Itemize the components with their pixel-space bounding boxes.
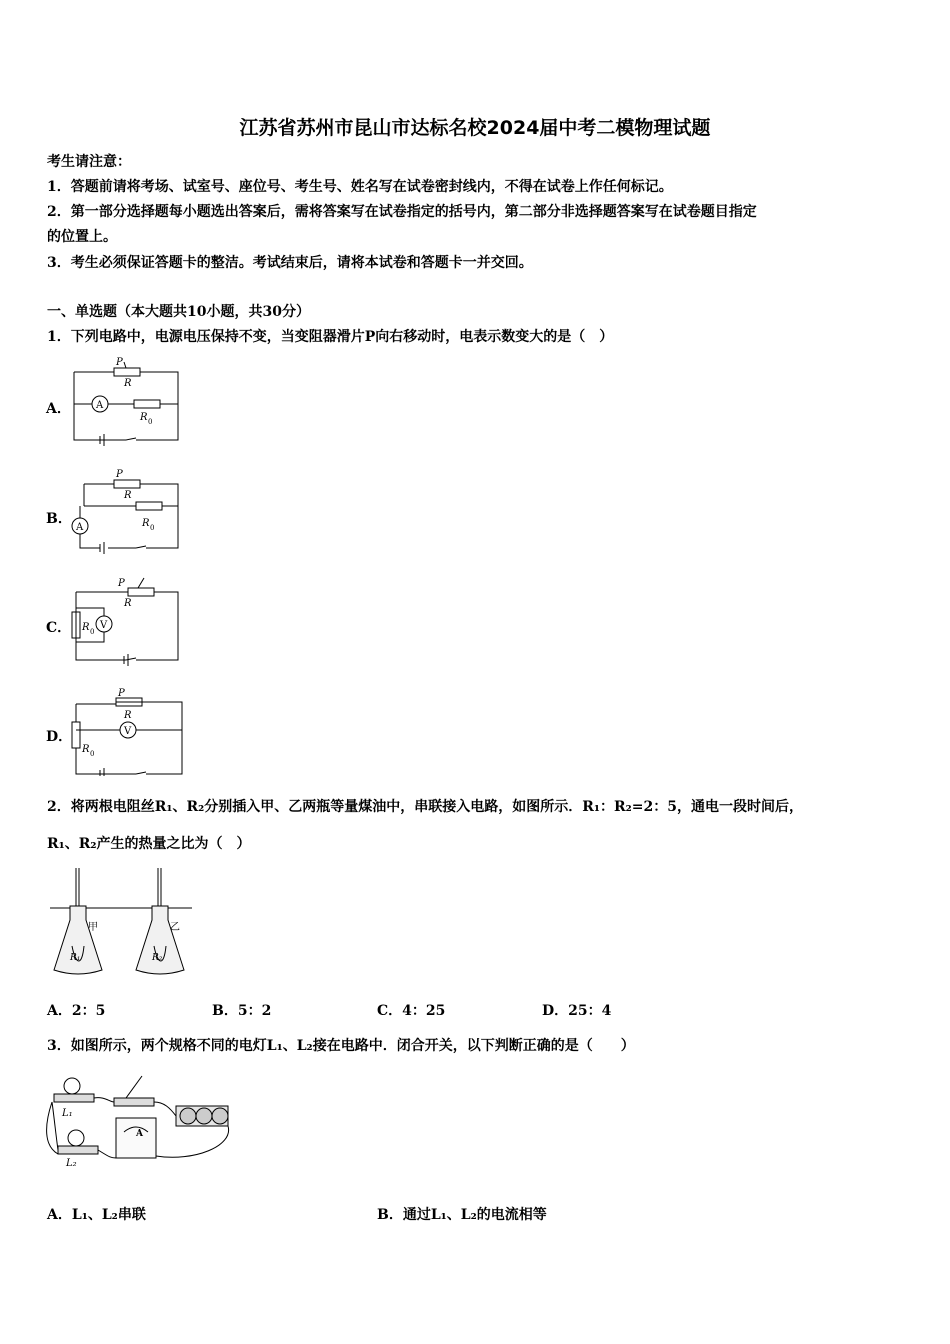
voltmeter-symbol: V: [124, 726, 132, 737]
resistor-r2-label: R₂: [152, 953, 163, 963]
label-p: P: [116, 357, 123, 368]
label-r: R: [124, 598, 132, 609]
label-r: R: [124, 490, 132, 501]
label-p: P: [118, 578, 125, 589]
label-p: P: [116, 469, 123, 480]
section-heading: 一、单选题（本大题共10小题，共30分）: [47, 304, 310, 320]
label-r0: R: [142, 518, 150, 529]
question-2-stem: 2．将两根电阻丝R₁、R₂分别插入甲、乙两瓶等量煤油中，串联接入电路，如图所示．R₁：R₂=2：5，通电一段时间后，: [47, 799, 804, 815]
option-c-label: C．: [46, 620, 72, 636]
resistor-r1-label: R₁: [70, 953, 81, 963]
label-r0: R: [140, 412, 148, 423]
label-r: R: [124, 378, 132, 389]
circuit-a-diagram: [66, 352, 190, 446]
label-r0-sub: 0: [148, 418, 153, 426]
question-3-stem: 3．如图所示，两个规格不同的电灯L₁、L₂接在电路中．闭合开关，以下判断正确的是（ ）: [47, 1038, 635, 1054]
ammeter-symbol: A: [76, 522, 84, 533]
circuit-c-diagram: [66, 572, 190, 666]
label-r0-sub: 0: [90, 628, 95, 636]
lamp-l2-label: L₂: [66, 1158, 77, 1169]
lamp-l1-label: L₁: [62, 1108, 73, 1119]
notice-item: 3．考生必须保证答题卡的整洁。考试结束后，请将本试卷和答题卡一并交回。: [47, 255, 533, 271]
label-r0-sub: 0: [150, 524, 155, 532]
q2-option-d: D．25：4: [542, 1003, 612, 1019]
question-2-stem-cont: R₁、R₂产生的热量之比为（ ）: [47, 836, 251, 852]
bottle-yi-label: 乙: [170, 922, 180, 933]
lamp-circuit-figure: [44, 1066, 244, 1174]
notice-item: 1．答题前请将考场、试室号、座位号、考生号、姓名写在试卷密封线内，不得在试卷上作任何标记。: [47, 179, 673, 195]
circuit-b-diagram: [66, 462, 190, 556]
label-r0-sub: 0: [90, 750, 95, 758]
label-r0: R: [82, 744, 90, 755]
label-r: R: [124, 710, 132, 721]
label-r0: R: [82, 622, 90, 633]
q2-option-a: A．2：5: [47, 1003, 106, 1019]
notice-heading: 考生请注意：: [47, 154, 131, 170]
bottle-jia-label: 甲: [88, 922, 98, 933]
q3-option-a: A．L₁、L₂串联: [47, 1207, 146, 1223]
circuit-d-diagram: [66, 682, 190, 776]
ammeter-symbol: A: [136, 1129, 143, 1139]
label-p: P: [118, 688, 125, 699]
notice-item: 2．第一部分选择题每小题选出答案后，需将答案写在试卷指定的括号内，第二部分非选择题答案写在试卷题目指定: [47, 204, 757, 220]
heating-bottles-figure: [46, 866, 196, 978]
page-title: 江苏省苏州市昆山市达标名校2024届中考二模物理试题: [239, 117, 711, 139]
q2-option-c: C．4：25: [377, 1003, 446, 1019]
question-1-stem: 1．下列电路中，电源电压保持不变，当变阻器滑片P向右移动时，电表示数变大的是（ ）: [47, 329, 614, 345]
option-d-label: D．: [46, 729, 73, 745]
notice-item: 的位置上。: [47, 229, 117, 245]
voltmeter-symbol: V: [100, 620, 108, 631]
q3-option-b: B．通过L₁、L₂的电流相等: [377, 1207, 547, 1223]
option-a-label: A．: [46, 401, 71, 417]
ammeter-symbol: A: [96, 400, 104, 411]
option-b-label: B．: [46, 511, 72, 527]
q2-option-b: B．5：2: [212, 1003, 272, 1019]
